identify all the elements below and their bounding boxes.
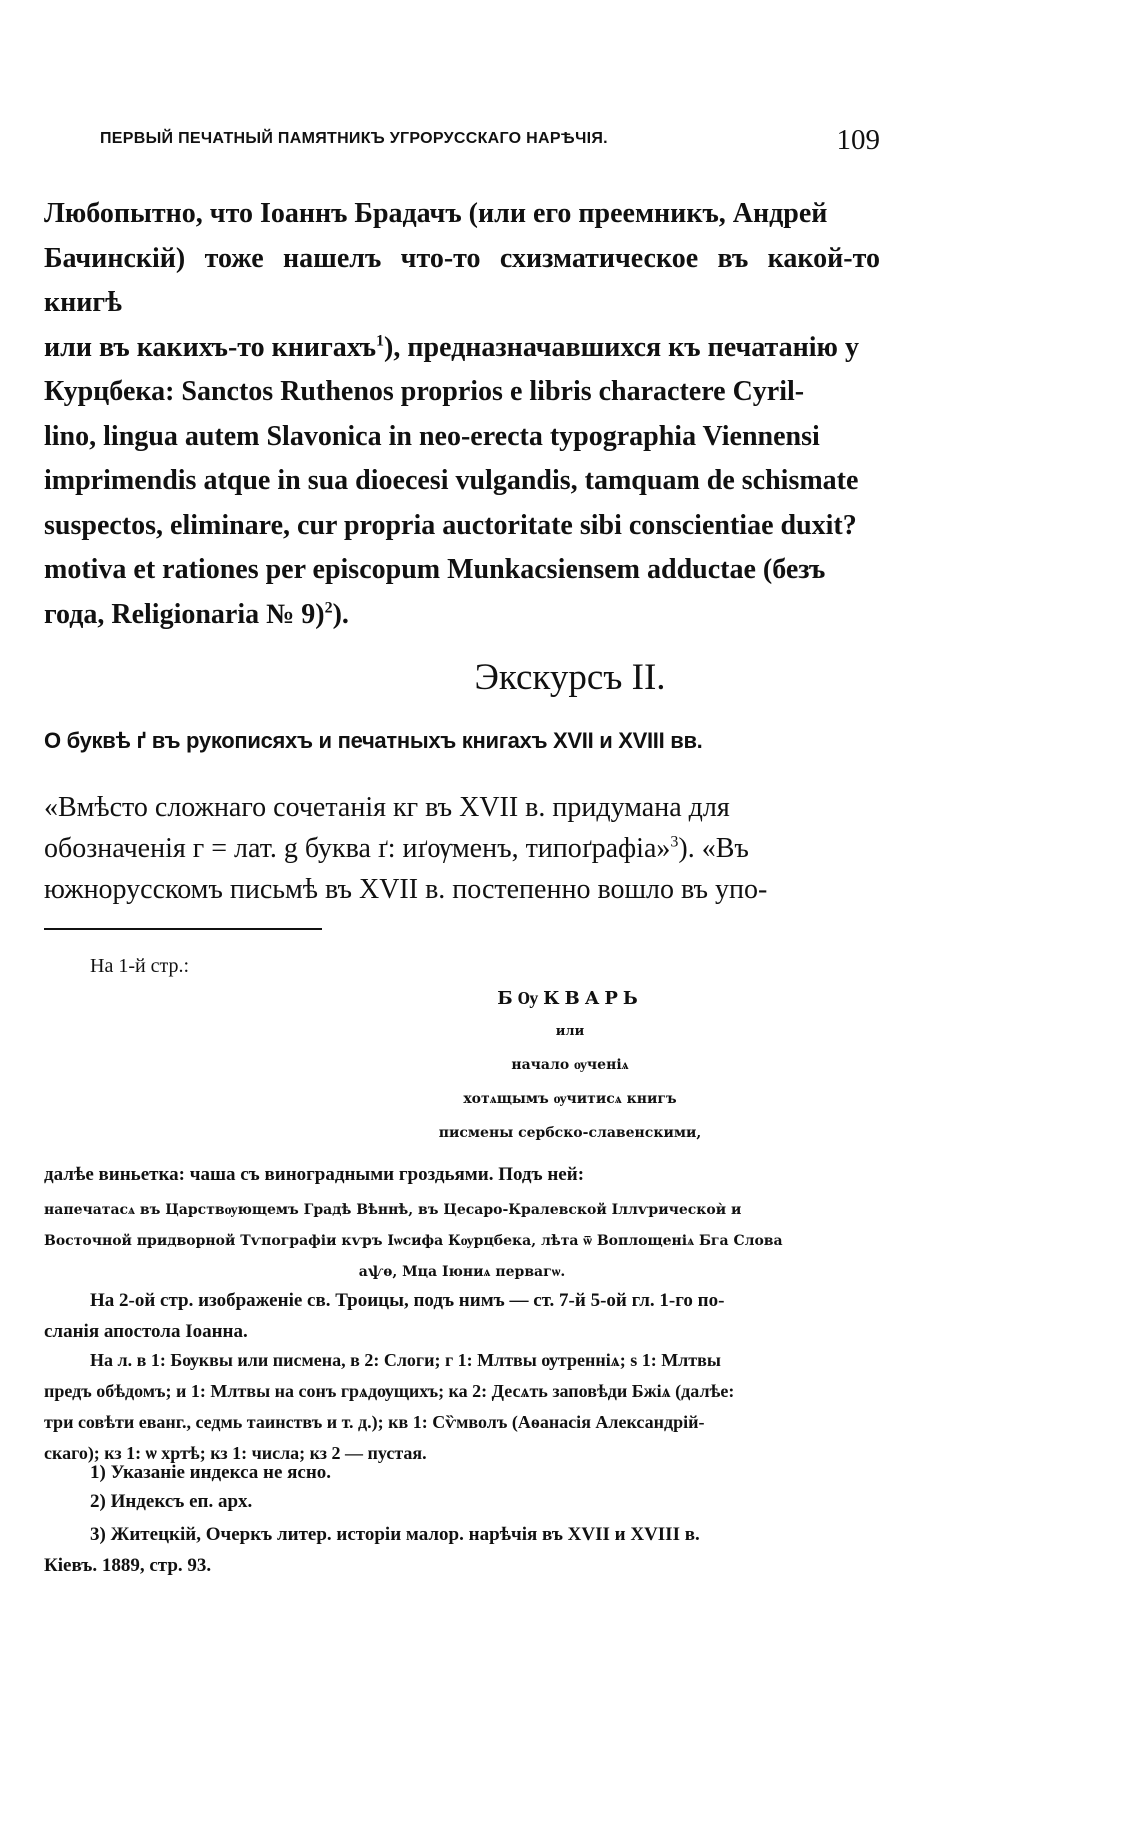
- text-line: Любопытно, что Іоаннъ Брадачъ (или его преемникъ, Андрей: [44, 198, 828, 229]
- footnote-1: 1) Указаніе индекса не ясно.: [90, 1462, 332, 1483]
- text-line: lino, lingua autem Slavonica in neo-erecta typographia Viennensi: [44, 420, 820, 452]
- imprint-text: [44, 1195, 880, 1288]
- footnote-ref[interactable]: 3: [670, 833, 679, 851]
- bukvar-line: хотѧщымъ ѹчитисѧ книгъ: [463, 1091, 677, 1107]
- footnote-ref[interactable]: 1: [376, 332, 385, 350]
- text-line: Восточной придворной Тѵпографіи кѵръ Іѡсифа Кѹрцбека, лѣта ѿ Воплощеніѧ Бга Слова: [44, 1233, 783, 1249]
- contents-note: [44, 1345, 880, 1469]
- text-line: [44, 828, 880, 869]
- text-fragment: ). «Въ: [678, 833, 749, 864]
- text-line: На л. в 1: Бѹквы или писмена, в 2: Слоги; г 1: Млтвы ѹтренніѧ; ѕ 1: Млтвы: [90, 1350, 721, 1370]
- text-fragment: или въ какихъ-то книгахъ: [44, 331, 377, 363]
- excursus-title: Экскурсъ II.: [474, 657, 666, 698]
- text-line: предъ обѣдомъ; и 1: Млтвы на сонъ грѧдѹщихъ; ка 2: Десѧть заповѣди Бжіѧ (далѣе:: [44, 1381, 735, 1401]
- excursus-subtitle: О буквѣ ґ въ рукописяхъ и печатныхъ книгахъ XVII и XVIII вв.: [44, 728, 703, 753]
- text-line: Кіевъ. 1889, стр. 93.: [44, 1555, 212, 1576]
- running-title: ПЕРВЫЙ ПЕЧАТНЫЙ ПАМЯТНИКЪ УГРОРУССКАГО НАРѢЧІЯ.: [100, 130, 608, 147]
- bukvar-line: или: [555, 1024, 585, 1039]
- page-number: 109: [836, 124, 880, 156]
- text-fragment: года, Religionaria № 9): [44, 598, 325, 630]
- text-line: скаго); кз 1: ѡ хртѣ; кз 1: числа; кз 2 — пустая.: [44, 1443, 427, 1463]
- text-line: южнорусскомъ письмѣ въ XVII в. постепенно вошло въ упо-: [44, 874, 768, 905]
- bukvar-line: писмены сербско-славенскими,: [438, 1125, 702, 1141]
- footnote-divider: [44, 928, 322, 930]
- text-line: Курцбека: Sanctos Ruthenos proprios e libris charactere Cyril-: [44, 376, 805, 407]
- second-page-note: [44, 1285, 880, 1347]
- text-line: далѣе виньетка: чаша съ виноградными гроздьями. Подъ ней:: [44, 1164, 585, 1185]
- text-line: три совѣти еванг., седмь таинствъ и т. д.); кв 1: Сѷмволъ (Аѳанасія Александрій-: [44, 1412, 705, 1432]
- bukvar-title: БѸКВАРЬ: [497, 988, 643, 1009]
- text-line: motiva et rationes per episcopum Munkacsiensem adductae (безъ: [44, 554, 826, 585]
- text-line: «Вмѣсто сложнаго сочетанія кг въ XVII в. придумана для: [44, 792, 730, 823]
- vignette-note: [44, 1159, 880, 1190]
- footnote-3: [44, 1519, 880, 1581]
- text-line: сланія апостола Іоанна.: [44, 1321, 248, 1342]
- text-line: [44, 326, 880, 371]
- main-paragraph: [44, 192, 880, 637]
- text-fragment: обозначенія г = лат. g буква ґ: иґѹменъ, типоґрафіа»: [44, 833, 671, 864]
- footnote-2: 2) Индексъ еп. арх.: [90, 1491, 253, 1512]
- text-line: 3) Житецкій, Очеркъ литер. исторіи малор. нарѣчія въ XVII и XVIII в.: [90, 1524, 700, 1545]
- text-line: suspectos, eliminare, cur propria auctoritate sibi conscientiae duxit?: [44, 509, 857, 541]
- text-line: Бачинскій) тоже нашелъ что-то схизматическое въ какой-то книгѣ: [44, 242, 880, 318]
- text-line: imprimendis atque in sua dioecesi vulgandis, tamquam de schismate: [44, 465, 859, 496]
- text-fragment: ).: [332, 598, 349, 630]
- text-line: напечатасѧ въ Царствѹющемъ Градѣ Вѣннѣ, въ Цесаро-Кралевской Іллѵрическоѝ и: [44, 1202, 742, 1218]
- text-line: аѱѳ, Мца Іюниѧ первагѡ.: [358, 1264, 566, 1280]
- footnote-ref[interactable]: 2: [324, 599, 333, 617]
- first-page-label: На 1-й стр.:: [90, 955, 190, 977]
- text-fragment: ), предназначавшихся къ печатанію у: [384, 331, 859, 363]
- bukvar-line: начало ѹченіѧ: [511, 1057, 629, 1073]
- excursus-paragraph: [44, 787, 880, 910]
- text-line: На 2-ой стр. изображеніе св. Троицы, подъ нимъ — ст. 7-й 5-ой гл. 1-го по-: [90, 1290, 725, 1311]
- text-line: [44, 593, 880, 638]
